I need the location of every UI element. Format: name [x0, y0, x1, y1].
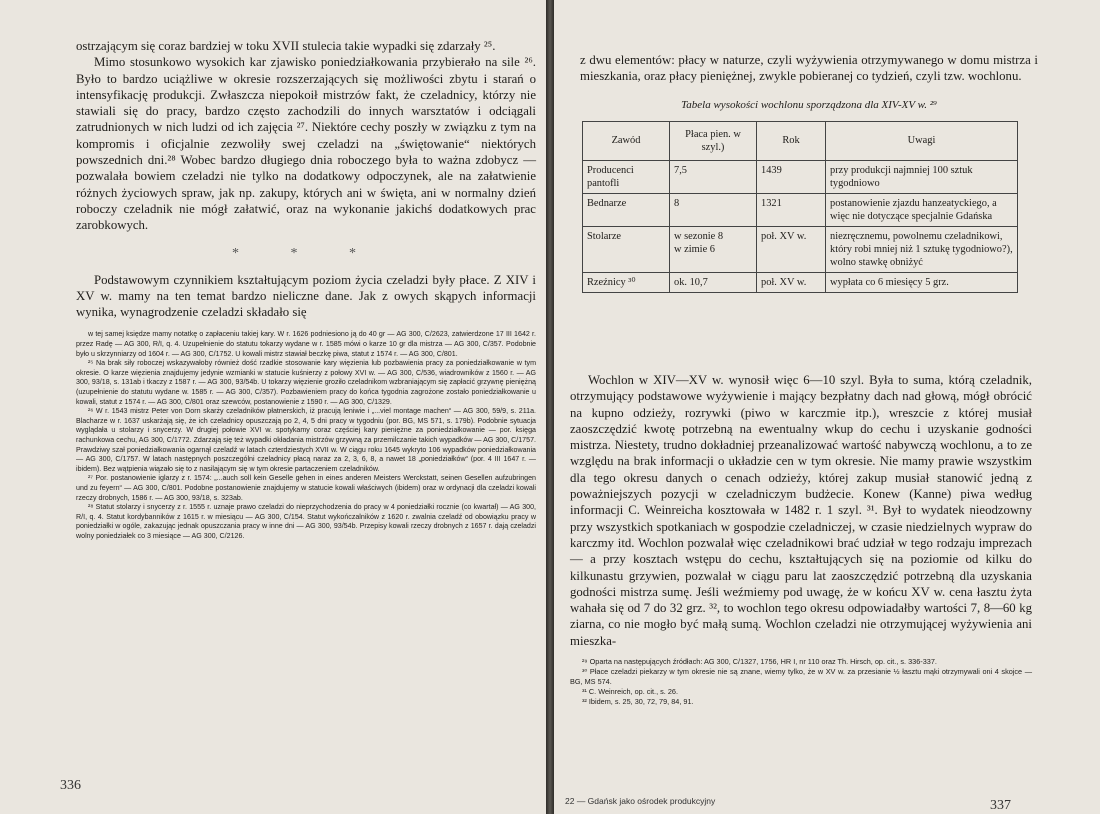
cell-notes: przy produkcji najmniej 100 sztuk tygodniowo: [826, 160, 1018, 193]
cell-occupation: Bednarze: [583, 193, 670, 226]
left-footnotes: [76, 330, 536, 541]
header-wage: Płaca pien. w szyl.): [670, 121, 757, 160]
header-notes: Uwagi: [826, 121, 1018, 160]
footnote-26: ²⁶ W r. 1543 mistrz Peter von Dorn skarży czeladników płatnerskich, iż pracują leniwie i „...viel montage machen“ — AG 300, 59/9, s. 211a. Blacharze w r. 1637 uskarżają się, że ich czeladnicy opuszczają po 2, 4, 5 dni pracy w tygodniu (por. BG, MS 571, s. 179b). Podobnie sytuacja wyglądała u stolarzy i snycerzy. W drugiej połowie XVI w. spotykamy coraz częściej kary pieniężne za poniedziałkowanie — por. księga rachunkowa cechu, AG 300, C/1772. Zdarzają się też wypadki okładania mistrzów grzywną za przemilczanie takich wypadków — AG 300, C/1757. Prawdziwy szał poniedziałkowania ogarnął czeladź w latach czterdziestych XVII w. W ciągu roku 1645 wykryto 106 wypadków poniedziałkowania — AG 300, C/1757. W latach następnych poszczególni czeladnicy płacą naraz za 2, 3, 6, 8, a nawet 18 „poniedziałków“ (por. 4 III 1647 r. — ibidem). Bez wątpienia wiązało się to z nasilającym się w tym okresie partaczeniem czeladników.: [76, 407, 536, 473]
footnote-32: ³² Ibidem, s. 25, 30, 72, 79, 84, 91.: [582, 697, 694, 707]
cell-year: poł. XV w.: [757, 272, 826, 292]
header-occupation: Zawód: [583, 121, 670, 160]
cell-occupation: Producenci pantofli: [583, 160, 670, 193]
right-text-column: [580, 52, 1038, 293]
footnote-31: ³¹ C. Weinreich, op. cit., s. 26.: [582, 687, 678, 697]
cell-year: 1321: [757, 193, 826, 226]
left-text-column: [76, 38, 536, 542]
cell-wage: w sezonie 8 w zimie 6: [670, 226, 757, 272]
footnote-25: ²⁵ Na brak siły roboczej wskazywałoby również dość rzadkie stosowanie kary więzienia lub pozbawienia pracy za poniedziałkowanie w tym okresie. O karze więzienia znajdujemy jedynie wzmianki w statucie kuśnierzy z połowy XVI w. — AG 300, C/536, wiadrowników z 1560 r. — AG 300, 93/18, s. 131ab i tkaczy z 1587 r. — AG 300, 93/54b. U tokarzy więzienie groziło czeladnikom wzbraniającym się zapłacić grzywnę pieniężną (uzupełnienie do statutu wydane w. 1585 r. — AG 300, C/357). Pozbawieniem pracy do końca tygodnia zagrożone zostało poniedziałkowanie u kowali, statut z 1574 r. — AG 300, C/801 oraz szewców, postanowienie z 1590 r. — AG 300, C/1329.: [76, 359, 536, 406]
table-row: [583, 160, 1018, 193]
left-paragraph-2: Mimo stosunkowo wysokich kar zjawisko poniedziałkowania przybierało na sile ²⁶. Było to bardzo uciążliwe w okresie rozszerzających się możliwości zbytu i starań o intensyfikację produkcji. Zwłaszcza niepokoił mistrzów fakt, że czeladnicy, którzy nie stawiali się do pracy, bardzo często zachodzili do innych warsztatów i odciągali zatrudnionych w nich ludzi od ich zajęcia ²⁷. Niektóre cechy poszły w związku z tym na kompromis i oficjalnie zezwoliły swej czeladzi na „świętowanie“ niektórych powszednich dni.²⁸ Wobec bardzo długiego dnia roboczego była to ważna zdobycz — pozwalała bowiem czeladzi nie tylko na dodatkowy odpoczynek, ale na załatwienie różnych życiowych spraw, jak np. zakupy, których ani w święta, ani w normalny dzień roboczy czeladnik nie mógł załatwić, oraz na wykonanie jakichś dodatkowych prac zarobkowych.: [76, 55, 536, 233]
cell-notes: wypłata co 6 miesięcy 5 grz.: [826, 272, 1018, 292]
left-paragraph-1: ostrzającym się coraz bardziej w toku XVII stulecia takie wypadki się zdarzały ²⁵.: [76, 39, 496, 53]
table-header-row: [583, 121, 1018, 160]
right-footnotes: [570, 657, 1032, 707]
cell-occupation: Stolarze: [583, 226, 670, 272]
footnote-30: ³⁰ Płace czeladzi piekarzy w tym okresie nie są znane, wiemy tylko, że w XV w. za przesianie ½ łasztu mąki otrzymywali oni 4 skojce — BG, MS 574.: [570, 667, 1032, 687]
left-page-number: 336: [60, 778, 81, 793]
footnote-continued: w tej samej księdze mamy notatkę o zapłaceniu takiej kary. W r. 1626 podniesiono ją do 40 gr — AG 300, C/2623, zatwierdzone 17 III 1642 r. przez Radę — AG 300, R/I, q. 4. Uzupełnienie do statutu tokarzy wydane w r. 1585 mówi o karze 10 gr dla mistrza — AG 300, C/357. Podobnie było u skrzynniarzy od 1604 r. — AG 300, C/1752. U kowali mistrz stawiał beczkę piwa, statut z 1574 r. — AG 300, C/801.: [76, 330, 536, 358]
footnote-29: ²⁹ Oparta na następujących źródłach: AG 300, C/1327, 1756, HR I, nr 110 oraz Th. Hirsch, op. cit., s. 336-337.: [582, 657, 937, 667]
table-row: [583, 193, 1018, 226]
table-row: [583, 272, 1018, 292]
cell-notes: postanowienie zjazdu hanzeatyckiego, a więc nie dotyczące specjalnie Gdańska: [826, 193, 1018, 226]
running-footer: 22 — Gdańsk jako ośrodek produkcyjny: [565, 796, 716, 806]
cell-occupation: Rzeźnicy ³⁰: [583, 272, 670, 292]
table-caption: Tabela wysokości wochlonu sporządzona dla XIV-XV w. ²⁹: [681, 98, 937, 111]
cell-year: 1439: [757, 160, 826, 193]
cell-wage: 8: [670, 193, 757, 226]
cell-wage: 7,5: [670, 160, 757, 193]
section-divider: * * *: [232, 245, 380, 261]
right-intro-paragraph: z dwu elementów: płacy w naturze, czyli wyżywienia otrzymywanego w domu mistrza i mieszkania, oraz płacy pieniężnej, zwykle pobieranej co tydzień, czyli tzw. wochlonu.: [580, 53, 1038, 84]
left-paragraph-3: Podstawowym czynnikiem kształtującym poziom życia czeladzi były płace. Z XIV i XV w. mamy na ten temat bardzo nieliczne dane. Jak z owych skąpych informacji wynika, wynagrodzenie czeladzi składało się: [76, 272, 536, 320]
right-body-paragraph: Wochlon w XIV—XV w. wynosił więc 6—10 szyl. Była to suma, którą czeladnik, otrzymujący podstawowe wyżywienie i mający bezpłatny dach nad głową, mógł obrócić na kupno odzieży, rozrywki (piwo w karczmie itp.), wreszcie z której musiał zaoszczędzić kwotę potrzebną na ewentualny wkup do cechu i uzyskanie godności mistrza. Niestety, trudno dokładniej przeanalizować wartość nabywczą wochlonu, a to ze względu na brak informacji o układzie cen w tym okresie. Nie mamy prawie wszystkim dla tego okresu danych o cenach odzieży, której zakup musiał stanowić jedną z poważniejszych pozycji w czeladniczym budżecie. Konew (Kanne) piwa według informacji C. Weinreicha kosztowała w 1482 r. 1 szyl. ³¹. Był to wydatek nieodzowny przy wszystkich spotkaniach w gospodzie czeladniczej, w czasie niedzielnych wypraw do karczmy itd. Wochlon pozwalał więc czeladnikowi brać udział w tego rodzaju imprezach — a przy kosztach wstępu do cechu, kształtujących się na poziomie od kilku do kilkunastu grzywien, pozwalał w ciągu paru lat zaoszczędzić potrzebną dla uzyskania godności mistrza sumę. Jeśli weźmiemy pod uwagę, że w końcu XV w. cena łasztu żyta wahała się od 7 do 32 grz. ³², to wochlon tego okresu odpowiadałby wartości 7, 8—60 kg ziarna, co nie mogło być małą sumą. Wochlon czeladzi nie otrzymującej wyżywienia ani mieszka-: [570, 373, 1032, 648]
footnote-27: ²⁷ Por. postanowienie iglarzy z r. 1574: „...auch soll kein Geselle gehen in eines anderen Meisters Werckstatt, seinen Gesellen aufzubringen und zu feyern“ — AG 300, C/801. Podobne postanowienie znajdujemy w statucie kowali właściwych (ibidem) oraz w ordynacji dla czeladzi kowali rzeczy drobnych, 1586 r. — AG 300, 93/18, s. 323ab.: [76, 474, 536, 502]
right-lower-column: [570, 372, 1032, 707]
wage-table: [582, 121, 1018, 293]
cell-wage: ok. 10,7: [670, 272, 757, 292]
footnote-28: ²⁸ Statut stolarzy i snycerzy z r. 1555 r. uznaje prawo czeladzi do nieprzychodzenia do pracy w 4 poniedziałki rocznie (co kwartał) — AG 300, R/I, q. 4. Statut kordybanników z 1615 r. w miesiącu — AG 300, C/154. Statut wykończalników z 1620 r. zwalnia czeladź od obowiązku pracy w poniedziałki w ogóle, zakazując jednak opuszczania pracy w inne dni — AG 300, 93/54b. Przepisy kowali rzeczy drobnych z 1657 r. dają czeladzi wolny poniedziałek co 3 miesiące — AG 300, C/2126.: [76, 503, 536, 540]
cell-notes: niezręcznemu, powolnemu czeladnikowi, który robi mniej niż 1 sztukę tygodniowo?), wolno stawkę obniżyć: [826, 226, 1018, 272]
cell-year: poł. XV w.: [757, 226, 826, 272]
book-gutter: [546, 0, 554, 814]
table-row: [583, 226, 1018, 272]
header-year: Rok: [757, 121, 826, 160]
right-page-number: 337: [990, 798, 1011, 813]
